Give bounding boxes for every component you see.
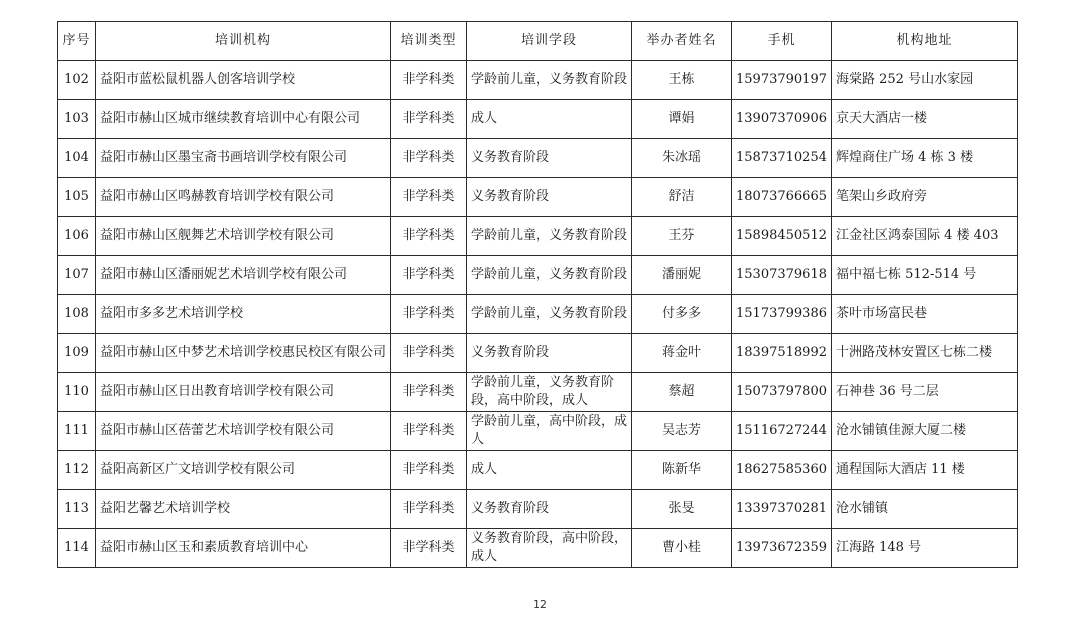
- cell-name: 吴志芳: [632, 412, 732, 451]
- cell-org: 益阳市赫山区舰舞艺术培训学校有限公司: [96, 217, 391, 256]
- table-row: [58, 412, 1018, 451]
- cell-type: 非学科类: [391, 256, 467, 295]
- page-number: 12: [533, 598, 547, 611]
- cell-type: 非学科类: [391, 373, 467, 412]
- cell-no: 104: [58, 139, 96, 178]
- cell-addr: 江金社区鸿泰国际 4 楼 403: [832, 217, 1018, 256]
- cell-name: 陈新华: [632, 451, 732, 490]
- cell-no: 113: [58, 490, 96, 529]
- cell-org: 益阳市赫山区城市继续教育培训中心有限公司: [96, 100, 391, 139]
- table-row: [58, 451, 1018, 490]
- cell-stage: 学龄前儿童，义务教育阶段: [467, 256, 632, 295]
- cell-name: 朱冰瑶: [632, 139, 732, 178]
- cell-no: 111: [58, 412, 96, 451]
- cell-addr: 沧水铺镇: [832, 490, 1018, 529]
- cell-no: 107: [58, 256, 96, 295]
- cell-type: 非学科类: [391, 217, 467, 256]
- cell-name: 舒洁: [632, 178, 732, 217]
- cell-org: 益阳市赫山区中梦艺术培训学校惠民校区有限公司: [96, 334, 391, 373]
- cell-phone: 15073797800: [732, 373, 832, 412]
- cell-addr: 福中福七栋 512-514 号: [832, 256, 1018, 295]
- institution-table: [57, 21, 1018, 568]
- cell-addr: 沧水铺镇佳源大厦二楼: [832, 412, 1018, 451]
- cell-phone: 13973672359: [732, 529, 832, 568]
- cell-stage: 学龄前儿童，义务教育阶段: [467, 61, 632, 100]
- cell-no: 105: [58, 178, 96, 217]
- cell-phone: 18397518992: [732, 334, 832, 373]
- table-row: [58, 295, 1018, 334]
- cell-stage: 成人: [467, 100, 632, 139]
- cell-no: 106: [58, 217, 96, 256]
- table-row: [58, 256, 1018, 295]
- header-row: [58, 22, 1018, 61]
- cell-phone: 13907370906: [732, 100, 832, 139]
- cell-name: 王芬: [632, 217, 732, 256]
- cell-no: 110: [58, 373, 96, 412]
- cell-phone: 15973790197: [732, 61, 832, 100]
- cell-phone: 15307379618: [732, 256, 832, 295]
- cell-no: 102: [58, 61, 96, 100]
- cell-stage: 义务教育阶段: [467, 334, 632, 373]
- cell-name: 谭娟: [632, 100, 732, 139]
- cell-phone: 15116727244: [732, 412, 832, 451]
- cell-addr: 石神巷 36 号二层: [832, 373, 1018, 412]
- cell-type: 非学科类: [391, 139, 467, 178]
- cell-no: 109: [58, 334, 96, 373]
- cell-name: 张旻: [632, 490, 732, 529]
- cell-org: 益阳市赫山区潘丽妮艺术培训学校有限公司: [96, 256, 391, 295]
- cell-stage: 学龄前儿童，义务教育阶段: [467, 295, 632, 334]
- cell-org: 益阳市赫山区蓓蕾艺术培训学校有限公司: [96, 412, 391, 451]
- cell-stage: 学龄前儿童，义务教育阶段: [467, 217, 632, 256]
- table-row: [58, 490, 1018, 529]
- cell-phone: 15873710254: [732, 139, 832, 178]
- cell-name: 蒋金叶: [632, 334, 732, 373]
- cell-type: 非学科类: [391, 412, 467, 451]
- cell-addr: 通程国际大酒店 11 楼: [832, 451, 1018, 490]
- cell-org: 益阳市赫山区鸣赫教育培训学校有限公司: [96, 178, 391, 217]
- cell-type: 非学科类: [391, 451, 467, 490]
- header-no: 序号: [58, 22, 96, 61]
- cell-phone: 18627585360: [732, 451, 832, 490]
- cell-addr: 辉煌商住广场 4 栋 3 楼: [832, 139, 1018, 178]
- cell-org: 益阳高新区广文培训学校有限公司: [96, 451, 391, 490]
- cell-type: 非学科类: [391, 178, 467, 217]
- cell-org: 益阳市多多艺术培训学校: [96, 295, 391, 334]
- cell-name: 付多多: [632, 295, 732, 334]
- cell-no: 103: [58, 100, 96, 139]
- header-phone: 手机: [732, 22, 832, 61]
- table-row: [58, 529, 1018, 568]
- cell-stage: 义务教育阶段: [467, 490, 632, 529]
- header-name: 举办者姓名: [632, 22, 732, 61]
- table-row: [58, 61, 1018, 100]
- cell-type: 非学科类: [391, 295, 467, 334]
- table-row: [58, 217, 1018, 256]
- cell-addr: 笔架山乡政府旁: [832, 178, 1018, 217]
- cell-org: 益阳市赫山区墨宝斋书画培训学校有限公司: [96, 139, 391, 178]
- cell-no: 112: [58, 451, 96, 490]
- header-org: 培训机构: [96, 22, 391, 61]
- cell-type: 非学科类: [391, 334, 467, 373]
- cell-addr: 十洲路茂林安置区七栋二楼: [832, 334, 1018, 373]
- cell-name: 王栋: [632, 61, 732, 100]
- cell-type: 非学科类: [391, 61, 467, 100]
- table-body: [58, 61, 1018, 568]
- cell-phone: 15173799386: [732, 295, 832, 334]
- cell-addr: 京天大酒店一楼: [832, 100, 1018, 139]
- cell-org: 益阳市赫山区日出教育培训学校有限公司: [96, 373, 391, 412]
- header-addr: 机构地址: [832, 22, 1018, 61]
- cell-type: 非学科类: [391, 529, 467, 568]
- cell-name: 蔡超: [632, 373, 732, 412]
- cell-org: 益阳艺馨艺术培训学校: [96, 490, 391, 529]
- table-row: [58, 334, 1018, 373]
- cell-stage: 义务教育阶段，高中阶段，成人: [467, 529, 632, 568]
- cell-phone: 18073766665: [732, 178, 832, 217]
- cell-no: 108: [58, 295, 96, 334]
- cell-phone: 13397370281: [732, 490, 832, 529]
- cell-addr: 海棠路 252 号山水家园: [832, 61, 1018, 100]
- cell-addr: 茶叶市场富民巷: [832, 295, 1018, 334]
- cell-stage: 成人: [467, 451, 632, 490]
- table-row: [58, 373, 1018, 412]
- header-type: 培训类型: [391, 22, 467, 61]
- cell-stage: 义务教育阶段: [467, 139, 632, 178]
- cell-type: 非学科类: [391, 490, 467, 529]
- cell-stage: 学龄前儿童，高中阶段，成人: [467, 412, 632, 451]
- cell-name: 潘丽妮: [632, 256, 732, 295]
- cell-org: 益阳市赫山区玉和素质教育培训中心: [96, 529, 391, 568]
- cell-name: 曹小桂: [632, 529, 732, 568]
- cell-addr: 江海路 148 号: [832, 529, 1018, 568]
- table-row: [58, 100, 1018, 139]
- table-row: [58, 139, 1018, 178]
- cell-org: 益阳市蓝松鼠机器人创客培训学校: [96, 61, 391, 100]
- cell-stage: 学龄前儿童，义务教育阶段，高中阶段，成人: [467, 373, 632, 412]
- table-header: [58, 22, 1018, 61]
- cell-no: 114: [58, 529, 96, 568]
- header-stage: 培训学段: [467, 22, 632, 61]
- cell-phone: 15898450512: [732, 217, 832, 256]
- table-row: [58, 178, 1018, 217]
- cell-type: 非学科类: [391, 100, 467, 139]
- cell-stage: 义务教育阶段: [467, 178, 632, 217]
